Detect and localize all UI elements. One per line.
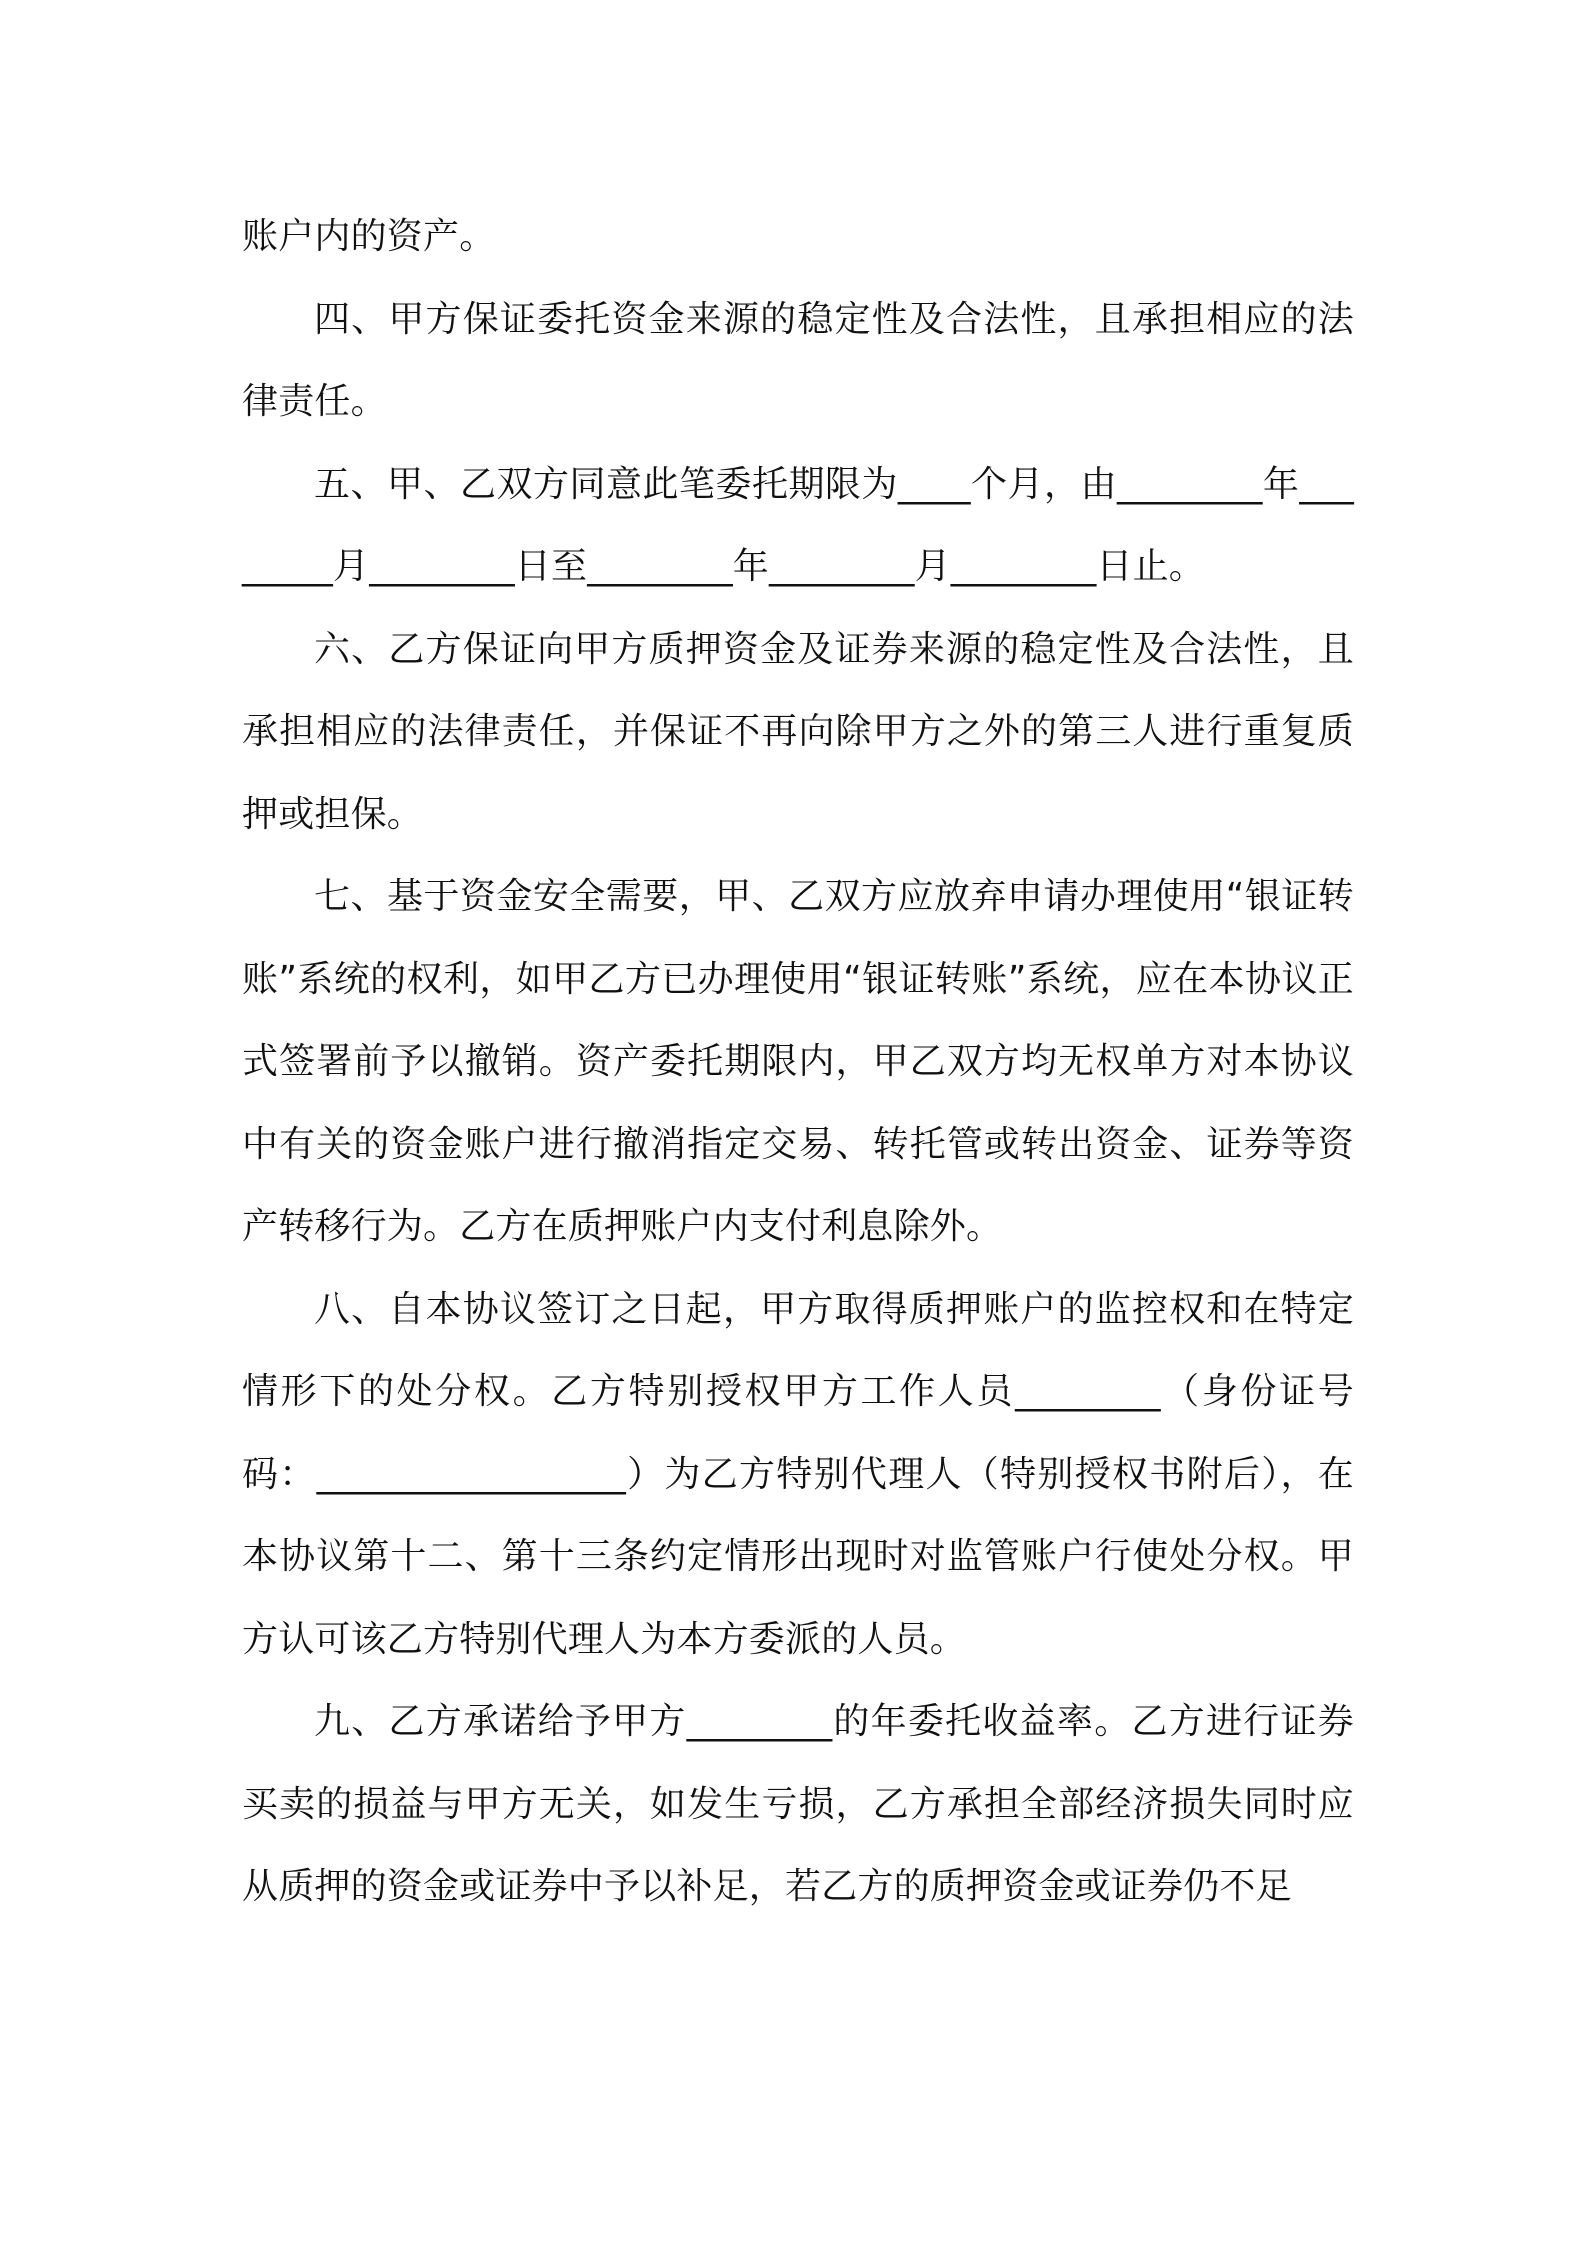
paragraph-clause-8: 八、自本协议签订之日起，甲方取得质押账户的监控权和在特定情形下的处分权。乙方特别授权甲方工作人员________（身份证号码：_________________）为乙方特别代理人（特别授权书附后），在本协议第十二、第十三条约定情形出现时对监管账户行使处分权。甲方认可该乙方特别代理人为本方委派的人员。: [242, 1288, 1354, 1660]
paragraph-clause-7: 七、基于资金安全需要，甲、乙双方应放弃申请办理使用“银证转账”系统的权利，如甲乙方已办理使用“银证转账”系统，应在本协议正式签署前予以撤销。资产委托期限内，甲乙双方均无权单方对本协议中有关的资金账户进行撤消指定交易、转托管或转出资金、证券等资产转移行为。乙方在质押账户内支付利息除外。: [242, 876, 1354, 1247]
document-body: [242, 196, 1354, 1929]
paragraph-clause-5: 五、甲、乙双方同意此笔委托期限为____个月，由________年________月________日至________年________月________日止。: [242, 463, 1354, 587]
paragraph-clause-6: 六、乙方保证向甲方质押资金及证券来源的稳定性及合法性，且承担相应的法律责任，并保证不再向除甲方之外的第三人进行重复质押或担保。: [242, 628, 1354, 835]
paragraph-continuation: 账户内的资产。: [242, 216, 496, 257]
paragraph-clause-4: 四、甲方保证委托资金来源的稳定性及合法性，且承担相应的法律责任。: [242, 298, 1354, 422]
paragraph-clause-9: 九、乙方承诺给予甲方________的年委托收益率。乙方进行证券买卖的损益与甲方无关，如发生亏损，乙方承担全部经济损失同时应从质押的资金或证券中予以补足，若乙方的质押资金或证券仍不足: [242, 1701, 1354, 1907]
